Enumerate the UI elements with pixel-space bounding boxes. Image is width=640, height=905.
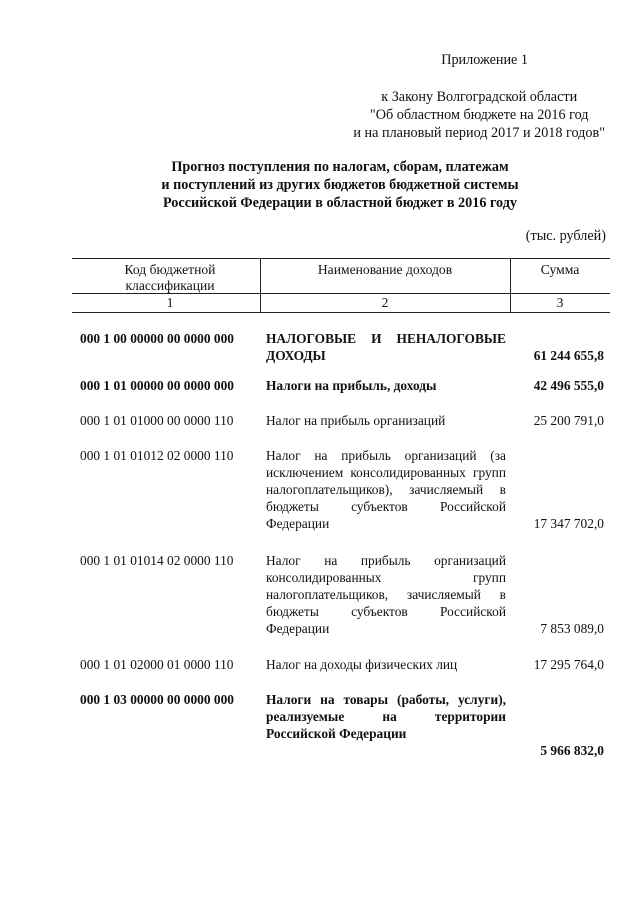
row-amount: 5 966 832,0 bbox=[540, 743, 604, 758]
row-code: 000 1 03 00000 00 0000 000 bbox=[80, 692, 234, 707]
row-amount: 42 496 555,0 bbox=[533, 378, 604, 393]
law-line: и на плановый период 2017 и 2018 годов" bbox=[353, 125, 605, 141]
row-name: Налог на доходы физических лиц bbox=[266, 657, 458, 672]
law-line: к Закону Волгоградской области bbox=[381, 89, 578, 105]
title-line: и поступлений из других бюджетов бюджетной системы bbox=[161, 177, 519, 193]
column-header-amount: Сумма bbox=[540, 262, 580, 277]
column-header-name: Наименование доходов bbox=[317, 262, 453, 277]
row-amount: 17 347 702,0 bbox=[533, 516, 604, 531]
row-code: 000 1 01 02000 01 0000 110 bbox=[80, 657, 234, 672]
unit-label: (тыс. рублей) bbox=[525, 228, 606, 244]
title-line: Российской Федерации в областной бюджет в 2016 году bbox=[162, 195, 517, 211]
column-number: 1 bbox=[166, 295, 174, 310]
row-code: 000 1 01 01000 00 0000 110 bbox=[80, 413, 234, 428]
row-name: Налоги на товары (работы, услуги), реализуемые на территории Российской Федерации bbox=[266, 692, 506, 741]
column-number: 3 bbox=[556, 295, 564, 310]
row-code: 000 1 01 01014 02 0000 110 bbox=[80, 553, 234, 568]
row-code: 000 1 00 00000 00 0000 000 bbox=[80, 331, 234, 346]
column-divider bbox=[510, 258, 511, 312]
column-header-code: Код бюджетной классификации bbox=[124, 262, 216, 293]
column-divider bbox=[260, 258, 261, 312]
row-amount: 61 244 655,8 bbox=[533, 348, 604, 363]
row-name: Налоги на прибыль, доходы bbox=[266, 378, 437, 393]
row-name: Налог на прибыль организаций (за исключением консолидированных групп налогоплательщиков), зачисляемый в бюджеты субъектов Российской Федерации bbox=[266, 448, 506, 531]
document-title bbox=[120, 158, 560, 212]
row-amount: 17 295 764,0 bbox=[533, 657, 604, 672]
row-code: 000 1 01 01012 02 0000 110 bbox=[80, 448, 234, 463]
appendix-label: Приложение 1 bbox=[441, 52, 528, 68]
row-code: 000 1 01 00000 00 0000 000 bbox=[80, 378, 234, 393]
row-name: Налог на прибыль организаций консолидированных групп налогоплательщиков, зачисляемый в бюджеты субъектов Российской Федерации bbox=[266, 553, 506, 636]
law-reference bbox=[353, 88, 605, 142]
title-line: Прогноз поступления по налогам, сборам, платежам bbox=[171, 159, 509, 175]
column-number: 2 bbox=[381, 295, 389, 310]
row-name: НАЛОГОВЫЕ И НЕНАЛОГОВЫЕ ДОХОДЫ bbox=[266, 331, 506, 363]
row-amount: 25 200 791,0 bbox=[533, 413, 604, 428]
row-amount: 7 853 089,0 bbox=[540, 621, 604, 636]
law-line: "Об областном бюджете на 2016 год bbox=[369, 107, 589, 123]
header-bottom-rule bbox=[72, 312, 610, 313]
row-name: Налог на прибыль организаций bbox=[266, 413, 446, 428]
header-top-rule bbox=[72, 258, 610, 259]
